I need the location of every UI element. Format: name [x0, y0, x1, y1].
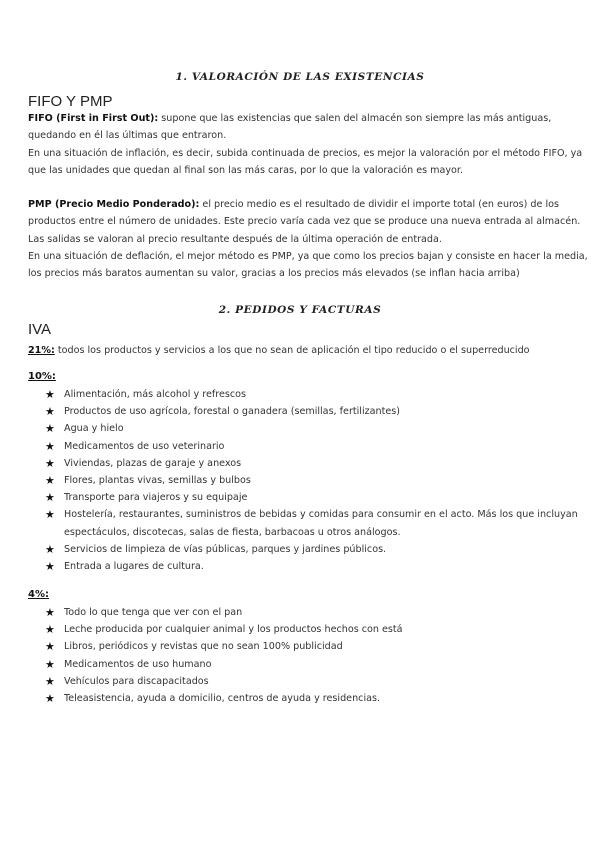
section-title-pedidos: 2. PEDIDOS Y FACTURAS — [218, 304, 382, 316]
list-item — [0, 403, 580, 420]
list-item — [0, 489, 580, 506]
list-item-text: Medicamentos de uso humano — [64, 658, 212, 670]
star-icon: ★ — [45, 456, 55, 470]
list-item-text: Flores, plantas vivas, semillas y bulbos — [64, 475, 251, 487]
list-item-text: Servicios de limpieza de vías públicas, parques y jardines públicos. — [64, 543, 387, 555]
list-item — [0, 455, 580, 472]
list-item-text: Entrada a lugares de cultura. — [64, 561, 204, 573]
list-item — [0, 420, 580, 437]
list-item — [0, 656, 580, 673]
star-icon: ★ — [45, 422, 55, 436]
list-item-text: Productos de uso agrícola, forestal o ganadera (semillas, fertilizantes) — [64, 406, 401, 418]
list-item — [0, 472, 580, 489]
star-icon: ★ — [45, 623, 55, 637]
star-icon: ★ — [45, 560, 55, 574]
list-item-text: Teleasistencia, ayuda a domicilio, centros de ayuda y residencias. — [64, 693, 381, 705]
star-icon: ★ — [45, 606, 55, 619]
star-icon: ★ — [45, 388, 55, 401]
rate-10-list — [0, 386, 600, 575]
star-icon: ★ — [45, 657, 55, 671]
list-item-text: Todo lo que tenga que ver con el pan — [64, 607, 243, 618]
rate-10-label: 10%: — [28, 371, 56, 382]
list-item-text: Transporte para viajeros y su equipaje — [64, 492, 248, 504]
star-icon: ★ — [45, 692, 55, 706]
list-item-text: Alimentación, más alcohol y refrescos — [64, 389, 246, 400]
rate-4-label: 4%: — [28, 589, 49, 600]
fifo-inflation-paragraph: En una situación de inflación, es decir, subida continuada de precios, es mejor la valoración por el método FIFO, ya que las unidades que quedan al final son las más caras, por lo que la valoración es mayor. — [28, 148, 583, 177]
pmp-deflation-paragraph: En una situación de deflación, el mejor método es PMP, ya que como los precios bajan y consiste en hacer la media, los precios más baratos aumentan su valor, gracias a los precios más elevados (se inflan hacia arriba) — [28, 251, 588, 280]
rate-21-paragraph — [28, 342, 588, 359]
list-item-text: Leche producida por cualquier animal y los productos hechos con está — [64, 624, 403, 636]
list-item — [0, 506, 580, 540]
rate-4-list — [0, 604, 600, 707]
pmp-paragraph — [28, 196, 588, 230]
list-item — [0, 638, 580, 655]
star-icon: ★ — [45, 491, 55, 505]
rate-21-label: 21%: — [28, 345, 55, 356]
list-item — [0, 673, 580, 690]
list-item — [0, 690, 580, 707]
list-item-text: Hostelería, restaurantes, suministros de bebidas y comidas para consumir en el acto. Más los que incluyan espectáculos, discotecas, salas de fiesta, barbacoas u otros análogos. — [64, 509, 578, 538]
heading-iva: IVA — [28, 321, 52, 338]
star-icon: ★ — [45, 640, 55, 654]
star-icon: ★ — [45, 674, 55, 688]
fifo-text: supone que las existencias que salen del almacén son siempre las más antiguas, quedando en él las últimas que entraron. — [28, 113, 552, 142]
list-item — [0, 558, 580, 575]
list-item — [0, 604, 580, 621]
list-item-text: Vehículos para discapacitados — [64, 675, 209, 687]
star-icon: ★ — [45, 474, 55, 488]
rate-21-text: todos los productos y servicios a los que no sean de aplicación el tipo reducido o el superreducido — [54, 345, 530, 356]
list-item-text: Libros, periódicos y revistas que no sean 100% publicidad — [64, 641, 343, 653]
pmp-label: PMP (Precio Medio Ponderado): — [28, 199, 200, 210]
star-icon: ★ — [45, 439, 55, 453]
star-icon: ★ — [45, 405, 55, 419]
fifo-paragraph — [28, 110, 588, 144]
fifo-label: FIFO (First in First Out): — [28, 113, 159, 124]
list-item — [0, 621, 580, 638]
pmp-text: el precio medio es el resultado de dividir el importe total (en euros) de los productos entre el número de unidades. Este precio varía cada vez que se produce una nueva entrada al almacén. — [28, 199, 581, 228]
list-item — [0, 438, 580, 455]
list-item-text: Medicamentos de uso veterinario — [64, 440, 225, 452]
star-icon: ★ — [45, 508, 55, 522]
list-item — [0, 386, 580, 403]
pmp-salidas-paragraph: Las salidas se valoran al precio resultante después de la última operación de entrada. — [28, 234, 442, 245]
list-item-text: Agua y hielo — [64, 423, 124, 435]
section-title-valoracion: 1. VALORACIÓN DE LAS EXISTENCIAS — [175, 71, 425, 83]
list-item-text: Viviendas, plazas de garaje y anexos — [64, 457, 242, 469]
star-icon: ★ — [45, 542, 55, 556]
list-item — [0, 541, 580, 558]
heading-fifo-pmp: FIFO Y PMP — [28, 93, 113, 110]
